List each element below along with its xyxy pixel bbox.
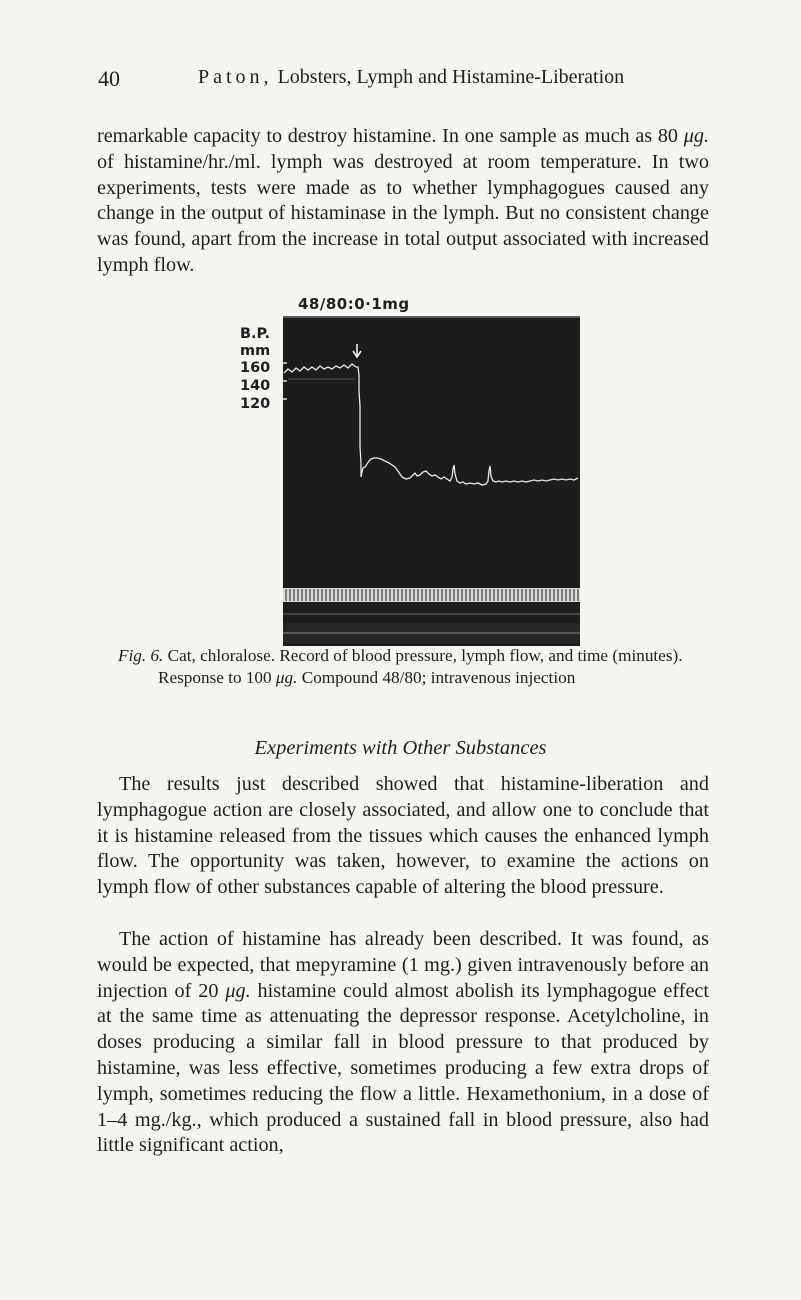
y-axis-title-mm: mm (240, 343, 271, 359)
paragraph-3-text-b: histamine could almost abolish its lymphagogue effect at the same time as attenuating the depressor response. Acetylcholine, in doses producing a similar fall in blood pressure to that produced by histamine, was less effective, sometimes producing a few extra drops of lymph, sometimes reducing the flow a little. Hexamethonium, in a dose of 1–4 mg./kg., which produced a sustained fall in blood pressure, also had little significant action, (97, 979, 709, 1157)
page-number: 40 (98, 66, 120, 91)
figure-caption (118, 645, 718, 689)
paragraph-2: The results just described showed that histamine-liberation and lymphagogue action are closely associated, and allow one to conclude that it is histamine released from the tissues which causes the enhanced lymph flow. The opportunity was taken, however, to examine the actions on lymph flow of other substances capable of altering the blood pressure. (97, 773, 709, 899)
kymograph-record (240, 291, 610, 646)
running-title (198, 66, 624, 89)
paragraph-3-text-a: The action of histamine has already been described. It was found, as would be expected, that mepyramine (1 mg.) given intravenously before an injection of 20 (97, 928, 709, 1002)
paragraph-1-unit: μg. (683, 125, 709, 147)
kymograph-figure (240, 291, 610, 646)
caption-text-2b: Compound 48/80; intravenous injection (297, 668, 576, 687)
caption-line-1 (118, 645, 718, 667)
paragraph-3-unit: μg. (225, 979, 251, 1002)
time-marker-band (283, 588, 580, 602)
y-tick-120: 120 (240, 396, 271, 412)
y-tick-160: 160 (240, 360, 271, 376)
y-tick-140: 140 (240, 378, 271, 394)
running-title-text: Lobsters, Lymph and Histamine-Liberation (277, 66, 625, 88)
caption-text-2a: Response to 100 (158, 668, 276, 687)
caption-line-2 (118, 667, 718, 689)
injection-label: 48/80:0·1mg (298, 295, 410, 313)
paragraph-1-text-b: of histamine/hr./ml. lymph was destroyed at room temperature. In two experiments, tests were made as to whether lymphagogues caused any change in the output of histaminase in the lymph. But no consistent change was found, apart from the increase in total output associated with increased lymph flow. (97, 150, 709, 276)
y-axis-title-bp: B.P. (240, 326, 271, 342)
paragraph-3 (97, 927, 709, 1159)
caption-text-1: Cat, chloralose. Record of blood pressure, lymph flow, and time (minutes). (163, 646, 683, 665)
paragraph-1-text-a: remarkable capacity to destroy histamine. In one sample as much as 80 (97, 125, 684, 147)
paragraph-1 (97, 124, 709, 279)
caption-figure-ref: Fig. 6. (118, 646, 164, 665)
section-heading: Experiments with Other Substances (254, 737, 547, 759)
running-title-author: Paton, (198, 66, 273, 88)
caption-unit: μg. (275, 668, 298, 687)
running-header (98, 66, 718, 96)
